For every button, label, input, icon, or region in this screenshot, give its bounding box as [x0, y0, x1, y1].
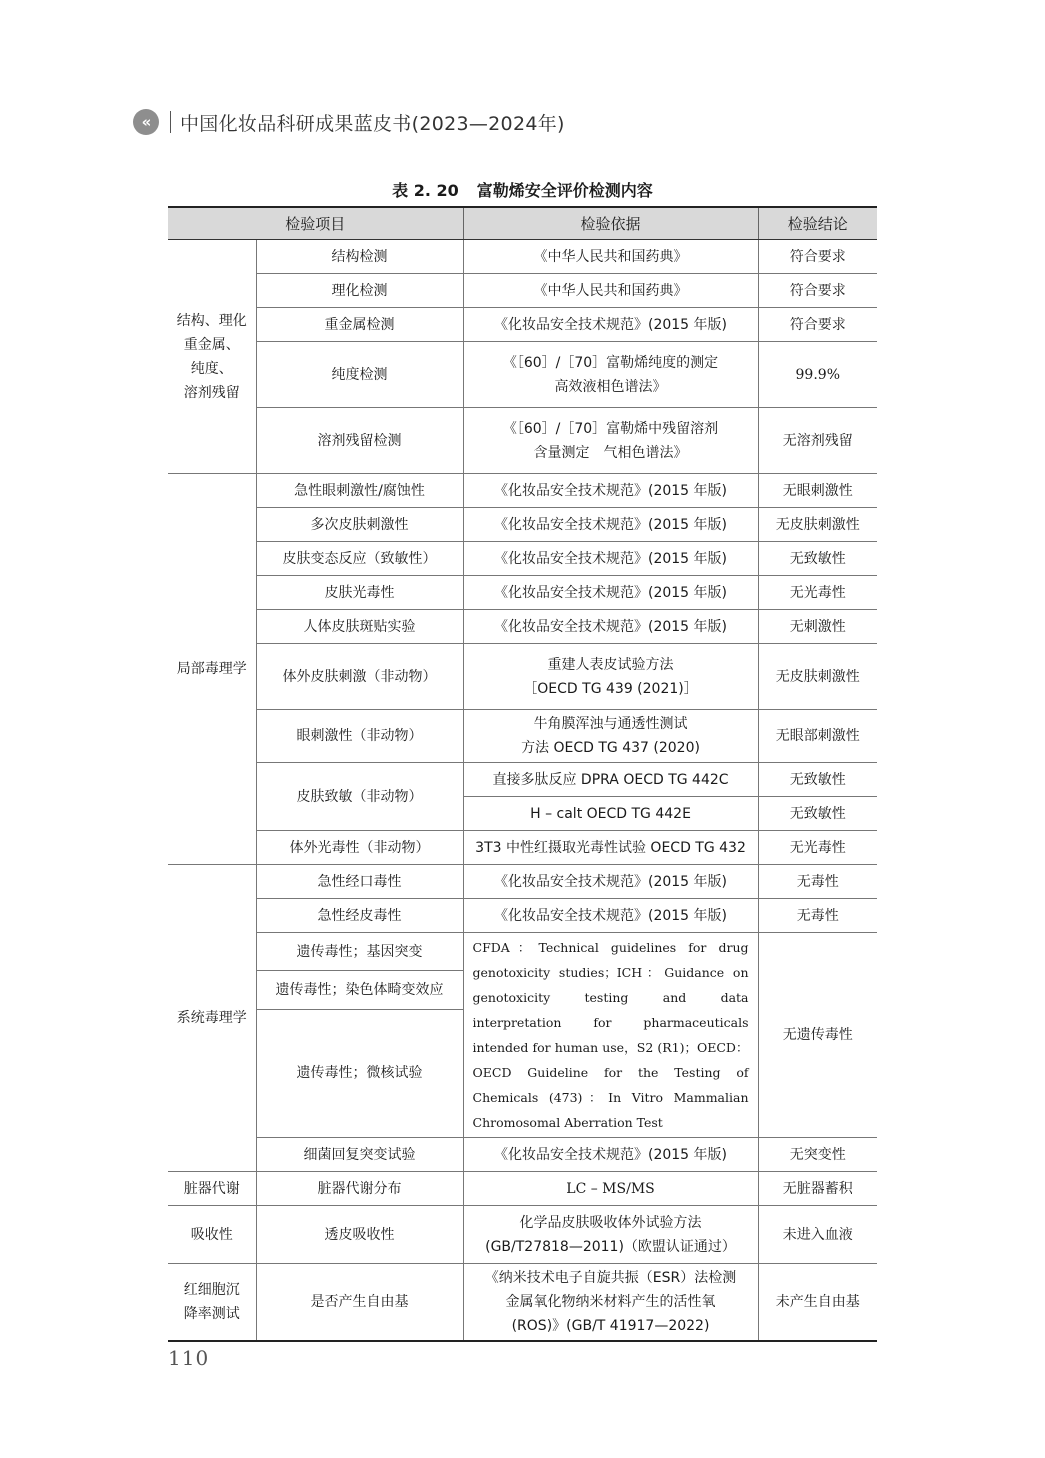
table-row [168, 831, 877, 865]
result-cell: 未进入血液 [758, 1206, 877, 1264]
category-rbc-sedimentation: 红细胞沉 降率测试 [168, 1264, 256, 1342]
basis-cell: 《化妆品安全技术规范》(2015 年版) [463, 576, 758, 610]
category-absorption: 吸收性 [168, 1206, 256, 1264]
result-cell: 符合要求 [758, 274, 877, 308]
table-row [168, 1138, 877, 1172]
table-row [168, 508, 877, 542]
table-row [168, 474, 877, 508]
result-cell: 无眼刺激性 [758, 474, 877, 508]
table-row [168, 408, 877, 474]
col-header-basis: 检验依据 [463, 207, 758, 240]
table-row [168, 308, 877, 342]
basis-cell: 直接多肽反应 DPRA OECD TG 442C [463, 763, 758, 797]
basis-cell: 《化妆品安全技术规范》(2015 年版) [463, 1138, 758, 1172]
result-cell: 无致敏性 [758, 797, 877, 831]
table-row [168, 899, 877, 933]
item-cell: 皮肤光毒性 [256, 576, 463, 610]
basis-cell: 化学品皮肤吸收体外试验方法 (GB/T27818—2011)（欧盟认证通过） [463, 1206, 758, 1264]
basis-cell: H – calt OECD TG 442E [463, 797, 758, 831]
table-row [168, 1264, 877, 1342]
item-cell: 急性眼刺激性/腐蚀性 [256, 474, 463, 508]
item-cell: 急性经皮毒性 [256, 899, 463, 933]
item-cell: 溶剂残留检测 [256, 408, 463, 474]
result-cell: 无毒性 [758, 865, 877, 899]
item-cell: 重金属检测 [256, 308, 463, 342]
table-row [168, 342, 877, 408]
item-cell: 遗传毒性；染色体畸变效应 [256, 971, 463, 1009]
col-header-result: 检验结论 [758, 207, 877, 240]
basis-cell: 牛角膜浑浊与通透性测试 方法 OECD TG 437 (2020) [463, 710, 758, 763]
basis-cell: 《化妆品安全技术规范》(2015 年版) [463, 610, 758, 644]
page-number: 110 [168, 1346, 210, 1370]
result-cell: 无皮肤刺激性 [758, 508, 877, 542]
table-row [168, 865, 877, 899]
table-row [168, 274, 877, 308]
table-row [168, 610, 877, 644]
table-row [168, 576, 877, 610]
result-cell: 无致敏性 [758, 542, 877, 576]
basis-cell: 《化妆品安全技术规范》(2015 年版) [463, 542, 758, 576]
result-cell: 符合要求 [758, 308, 877, 342]
category-organ-metabolism: 脏器代谢 [168, 1172, 256, 1206]
result-cell: 无刺激性 [758, 610, 877, 644]
result-cell: 无遗传毒性 [758, 933, 877, 1138]
item-cell: 皮肤变态反应（致敏性） [256, 542, 463, 576]
basis-cell: 《［60］/［70］富勒烯中残留溶剂 含量测定 气相色谱法》 [463, 408, 758, 474]
table-number: 表 2. 20 [392, 181, 459, 200]
item-cell: 纯度检测 [256, 342, 463, 408]
table-title: 富勒烯安全评价检测内容 [476, 181, 653, 200]
basis-cell-genotoxicity: CFDA：Technical guidelines for drug genotoxicity studies；ICH：Guidance on genotoxicity testing and data interpretation for pharmaceuticals intended for human use，S2 (R1)；OECD：OECD Guideline for the Testing of Chemicals (473)：In Vitro Mammalian Chromosomal Aberration Test [463, 933, 758, 1138]
result-cell: 无脏器蓄积 [758, 1172, 877, 1206]
item-cell: 是否产生自由基 [256, 1264, 463, 1342]
table-row [168, 933, 877, 971]
basis-cell: 《［60］/［70］富勒烯纯度的测定 高效液相色谱法》 [463, 342, 758, 408]
basis-cell: 3T3 中性红摄取光毒性试验 OECD TG 432 [463, 831, 758, 865]
basis-cell: LC – MS/MS [463, 1172, 758, 1206]
item-cell: 皮肤致敏（非动物） [256, 763, 463, 831]
result-cell: 无眼部刺激性 [758, 710, 877, 763]
table-row [168, 240, 877, 274]
table-row [168, 542, 877, 576]
result-cell: 无溶剂残留 [758, 408, 877, 474]
header-divider [170, 111, 171, 133]
basis-cell: 《化妆品安全技术规范》(2015 年版) [463, 474, 758, 508]
result-cell: 无光毒性 [758, 576, 877, 610]
result-cell: 符合要求 [758, 240, 877, 274]
category-structure: 结构、理化 重金属、 纯度、 溶剂残留 [168, 240, 256, 474]
basis-cell: 《纳米技术电子自旋共振（ESR）法检测 金属氧化物纳米材料产生的活性氧 (ROS)》(GB/T 41917—2022) [463, 1264, 758, 1342]
category-local-toxicology: 局部毒理学 [168, 474, 256, 865]
basis-cell: 《中华人民共和国药典》 [463, 240, 758, 274]
result-cell: 无突变性 [758, 1138, 877, 1172]
item-cell: 理化检测 [256, 274, 463, 308]
basis-cell: 《化妆品安全技术规范》(2015 年版) [463, 899, 758, 933]
item-cell: 遗传毒性；微核试验 [256, 1009, 463, 1137]
table-row [168, 710, 877, 763]
item-cell: 多次皮肤刺激性 [256, 508, 463, 542]
table-row [168, 763, 877, 797]
basis-cell: 《化妆品安全技术规范》(2015 年版) [463, 508, 758, 542]
safety-evaluation-table [168, 206, 877, 1342]
result-cell: 99.9% [758, 342, 877, 408]
item-cell: 人体皮肤斑贴实验 [256, 610, 463, 644]
item-cell: 体外光毒性（非动物） [256, 831, 463, 865]
item-cell: 遗传毒性；基因突变 [256, 933, 463, 971]
table-row [168, 1206, 877, 1264]
item-cell: 脏器代谢分布 [256, 1172, 463, 1206]
chevron-logo-icon: « [133, 109, 159, 135]
col-header-item: 检验项目 [168, 207, 463, 240]
item-cell: 透皮吸收性 [256, 1206, 463, 1264]
result-cell: 无皮肤刺激性 [758, 644, 877, 710]
item-cell: 细菌回复突变试验 [256, 1138, 463, 1172]
running-header [133, 107, 565, 137]
basis-cell: 《化妆品安全技术规范》(2015 年版) [463, 308, 758, 342]
table-row [168, 644, 877, 710]
book-title: 中国化妆品科研成果蓝皮书(2023—2024年) [180, 112, 565, 135]
item-cell: 结构检测 [256, 240, 463, 274]
category-systemic-toxicology: 系统毒理学 [168, 865, 256, 1172]
basis-cell: 《中华人民共和国药典》 [463, 274, 758, 308]
result-cell: 无致敏性 [758, 763, 877, 797]
item-cell: 急性经口毒性 [256, 865, 463, 899]
result-cell: 未产生自由基 [758, 1264, 877, 1342]
item-cell: 体外皮肤刺激（非动物） [256, 644, 463, 710]
table-row [168, 1172, 877, 1206]
basis-cell: 重建人表皮试验方法 ［OECD TG 439 (2021)］ [463, 644, 758, 710]
header-row [168, 207, 877, 240]
basis-cell: 《化妆品安全技术规范》(2015 年版) [463, 865, 758, 899]
table-caption [168, 178, 877, 201]
item-cell: 眼刺激性（非动物） [256, 710, 463, 763]
result-cell: 无毒性 [758, 899, 877, 933]
result-cell: 无光毒性 [758, 831, 877, 865]
